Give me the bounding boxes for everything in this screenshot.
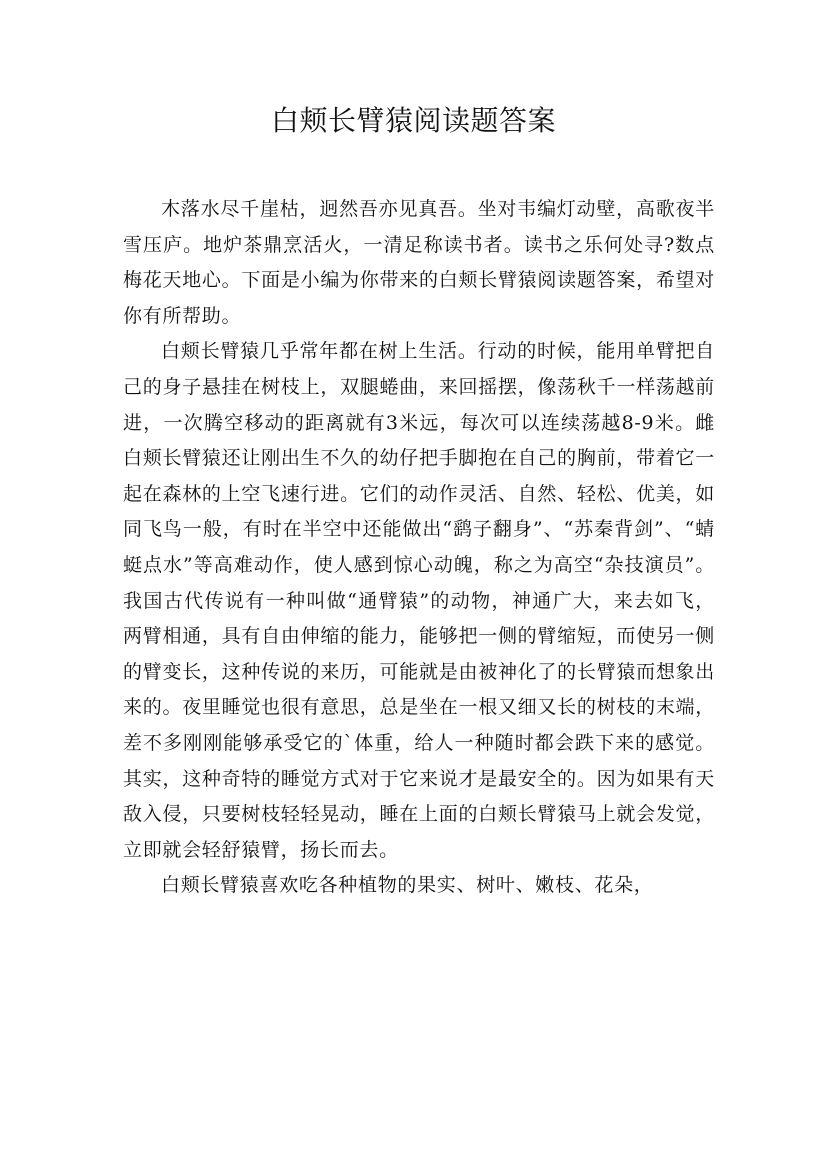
gibbon-diet-paragraph: 白颊长臂猿喜欢吃各种植物的果实、树叶、嫩枝、花朵， bbox=[161, 874, 654, 897]
document-body bbox=[123, 192, 715, 904]
document-title: 白颊长臂猿阅读题答案 bbox=[270, 104, 556, 137]
intro-paragraph: 木落水尽千崖枯，迥然吾亦见真吾。坐对韦编灯动壁，高歌夜半雪压庐。地炉茶鼎烹活火，一清足称读书者。读书之乐何处寻?数点梅花天地心。下面是小编为你带来的白颊长臂猿阅读题答案，希望对你有所帮助。 bbox=[123, 198, 715, 327]
gibbon-behavior-paragraph: 白颊长臂猿几乎常年都在树上生活。行动的时候，能用单臂把自己的身子悬挂在树枝上，双腿蜷曲，来回摇摆，像荡秋千一样荡越前进，一次腾空移动的距离就有3米远，每次可以连续荡越8-9米。雌白颊长臂猿还让刚出生不久的幼仔把手脚抱在自己的胸前，带着它一起在森林的上空飞速行进。它们的动作灵活、自然、轻松、优美，如同飞鸟一般，有时在半空中还能做出“鹞子翻身”、“苏秦背剑”、“蜻蜓点水”等高难动作，使人感到惊心动魄，称之为高空“杂技演员”。我国古代传说有一种叫做“通臂猿”的动物，神通广大，来去如飞，两臂相通，具有自由伸缩的能力，能够把一侧的臂缩短，而使另一侧的臂变长，这种传说的来历，可能就是由被神化了的长臂猿而想象出来的。夜里睡觉也很有意思，总是坐在一根又细又长的树枝的末端，差不多刚刚能够承受它的`体重，给人一种随时都会跌下来的感觉。其实，这种奇特的睡觉方式对于它来说才是最安全的。因为如果有天敌入侵，只要树枝轻轻晃动，睡在上面的白颊长臂猿马上就会发觉，立即就会轻舒猿臂，扬长而去。 bbox=[123, 340, 715, 861]
